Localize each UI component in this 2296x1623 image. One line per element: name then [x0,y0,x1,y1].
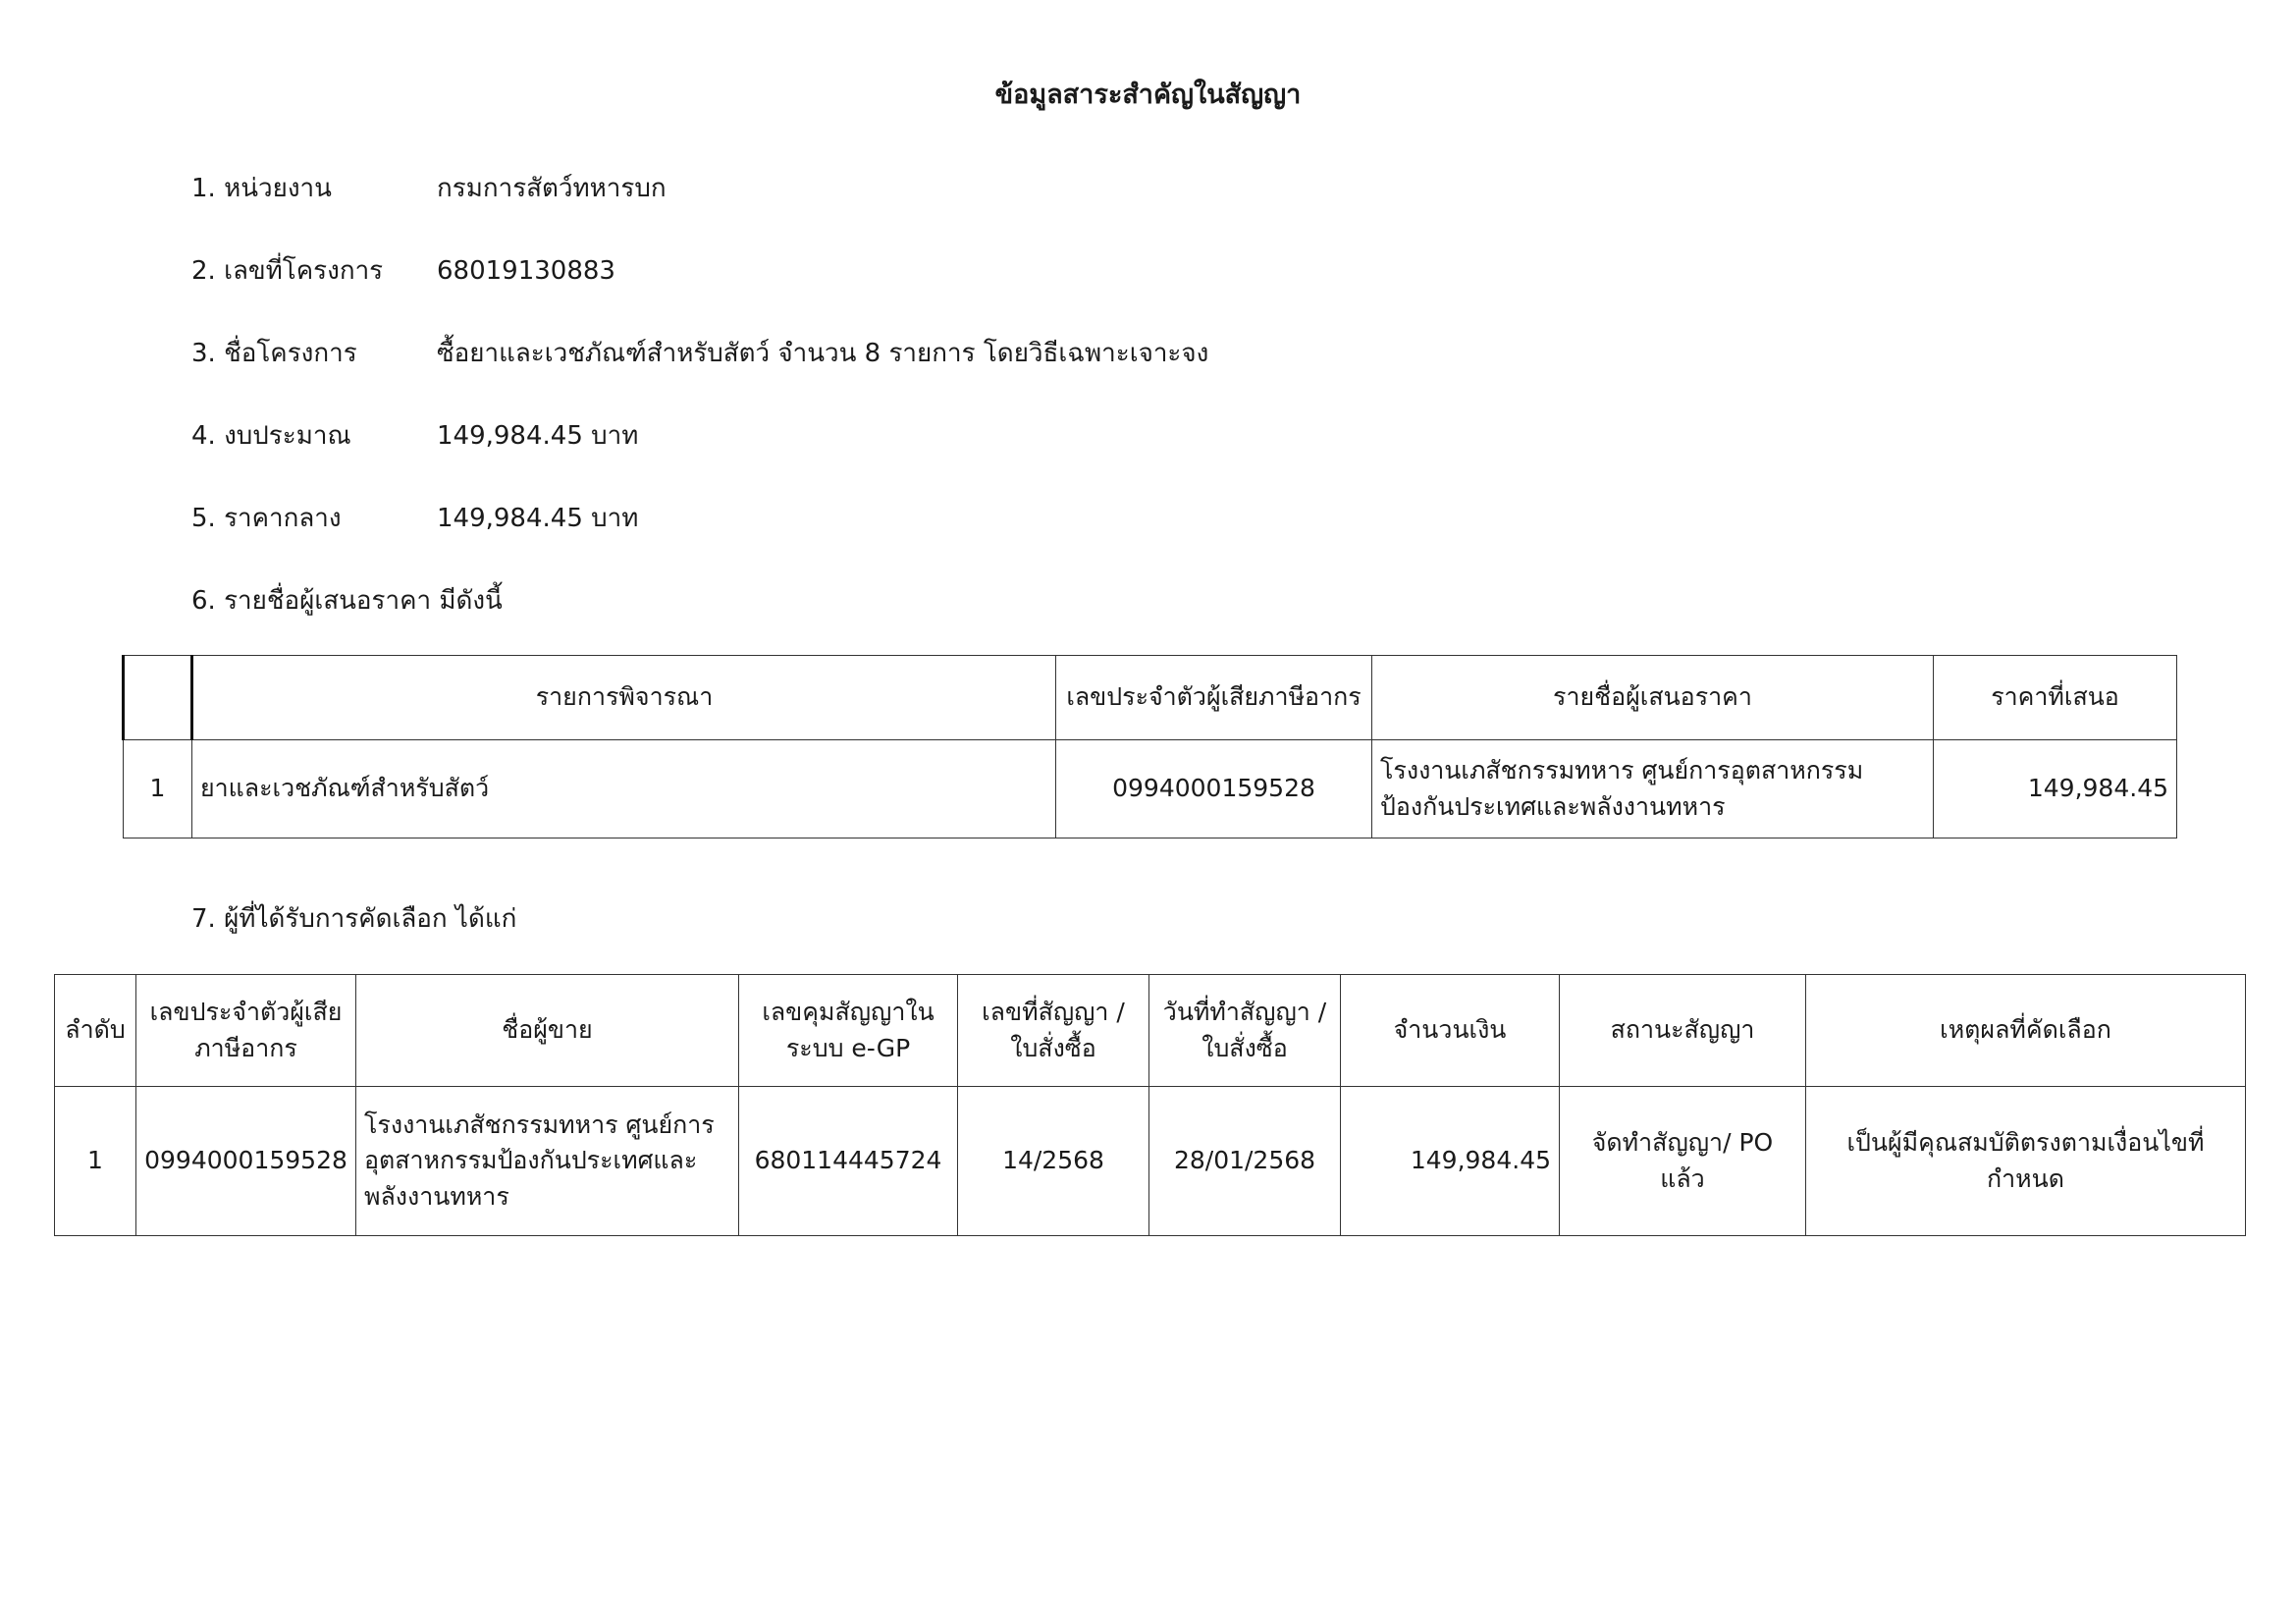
info-row-project-number [191,251,615,291]
info-row-median-price [191,499,638,538]
header-cell: รายชื่อผู้เสนอราคา [1372,656,1934,740]
section-6-heading: 6. รายชื่อผู้เสนอราคา มีดังนี้ [191,586,503,616]
selected-vendors-table [54,974,2246,1236]
bidder-name: โรงงานเภสัชกรรมทหาร ศูนย์การอุตสาหกรรมป้องกันประเทศและพลังงานทหาร [1372,740,1934,839]
header-cell: รายการพิจารณา [192,656,1056,740]
selection-reason: เป็นผู้มีคุณสมบัติตรงตามเงื่อนไขที่กำหนด [1806,1087,2246,1236]
header-cell: ชื่อผู้ขาย [356,975,739,1087]
offered-price: 149,984.45 [1934,740,2177,839]
tax-id: 0994000159528 [136,1087,356,1236]
row-number: 1 [124,740,192,839]
info-label: 2. เลขที่โครงการ [191,256,384,286]
item-name: ยาและเวชภัณฑ์สำหรับสัตว์ [192,740,1056,839]
section-7-heading: 7. ผู้ที่ได้รับการคัดเลือก ได้แก่ [191,904,517,934]
contract-amount: 149,984.45 [1341,1087,1560,1236]
contract-status: จัดทำสัญญา/ PO แล้ว [1560,1087,1806,1236]
document-title: ข้อมูลสาระสำคัญในสัญญา [994,80,1302,110]
header-cell: สถานะสัญญา [1560,975,1806,1087]
contract-number: 14/2568 [958,1087,1149,1236]
info-value: 149,984.45 บาท [437,504,639,533]
info-label: 1. หน่วยงาน [191,174,332,203]
seller-name: โรงงานเภสัชกรรมทหาร ศูนย์การอุตสาหกรรมป้องกันประเทศและพลังงานทหาร [356,1087,739,1236]
row-number: 1 [55,1087,136,1236]
header-cell [124,656,192,740]
header-cell: เลขที่สัญญา / ใบสั่งซื้อ [958,975,1149,1087]
info-label: 5. ราคากลาง [191,504,342,533]
table-header-row [124,656,2177,740]
table-row [124,740,2177,839]
header-cell: เลขประจำตัวผู้เสียภาษีอากร [136,975,356,1087]
info-row-project-name [191,334,1208,373]
egp-control-number: 680114445724 [739,1087,958,1236]
header-cell: เหตุผลที่คัดเลือก [1806,975,2246,1087]
header-cell: เลขประจำตัวผู้เสียภาษีอากร [1056,656,1372,740]
bidders-table [122,655,2177,839]
info-value: 149,984.45 บาท [437,421,639,451]
header-cell: ลำดับ [55,975,136,1087]
info-value: กรมการสัตว์ทหารบก [437,174,667,203]
info-label: 4. งบประมาณ [191,421,351,451]
table-row [55,1087,2246,1236]
info-label: 3. ชื่อโครงการ [191,339,357,368]
tax-id: 0994000159528 [1056,740,1372,839]
header-cell: เลขคุมสัญญาในระบบ e-GP [739,975,958,1087]
info-row-budget [191,416,638,456]
info-value: 68019130883 [437,256,615,286]
info-value: ซื้อยาและเวชภัณฑ์สำหรับสัตว์ จำนวน 8 รายการ โดยวิธีเฉพาะเจาะจง [437,339,1209,368]
header-cell: ราคาที่เสนอ [1934,656,2177,740]
header-cell: จำนวนเงิน [1341,975,1560,1087]
info-row-agency [191,169,667,208]
table-header-row [55,975,2246,1087]
header-cell: วันที่ทำสัญญา / ใบสั่งซื้อ [1149,975,1341,1087]
contract-date: 28/01/2568 [1149,1087,1341,1236]
